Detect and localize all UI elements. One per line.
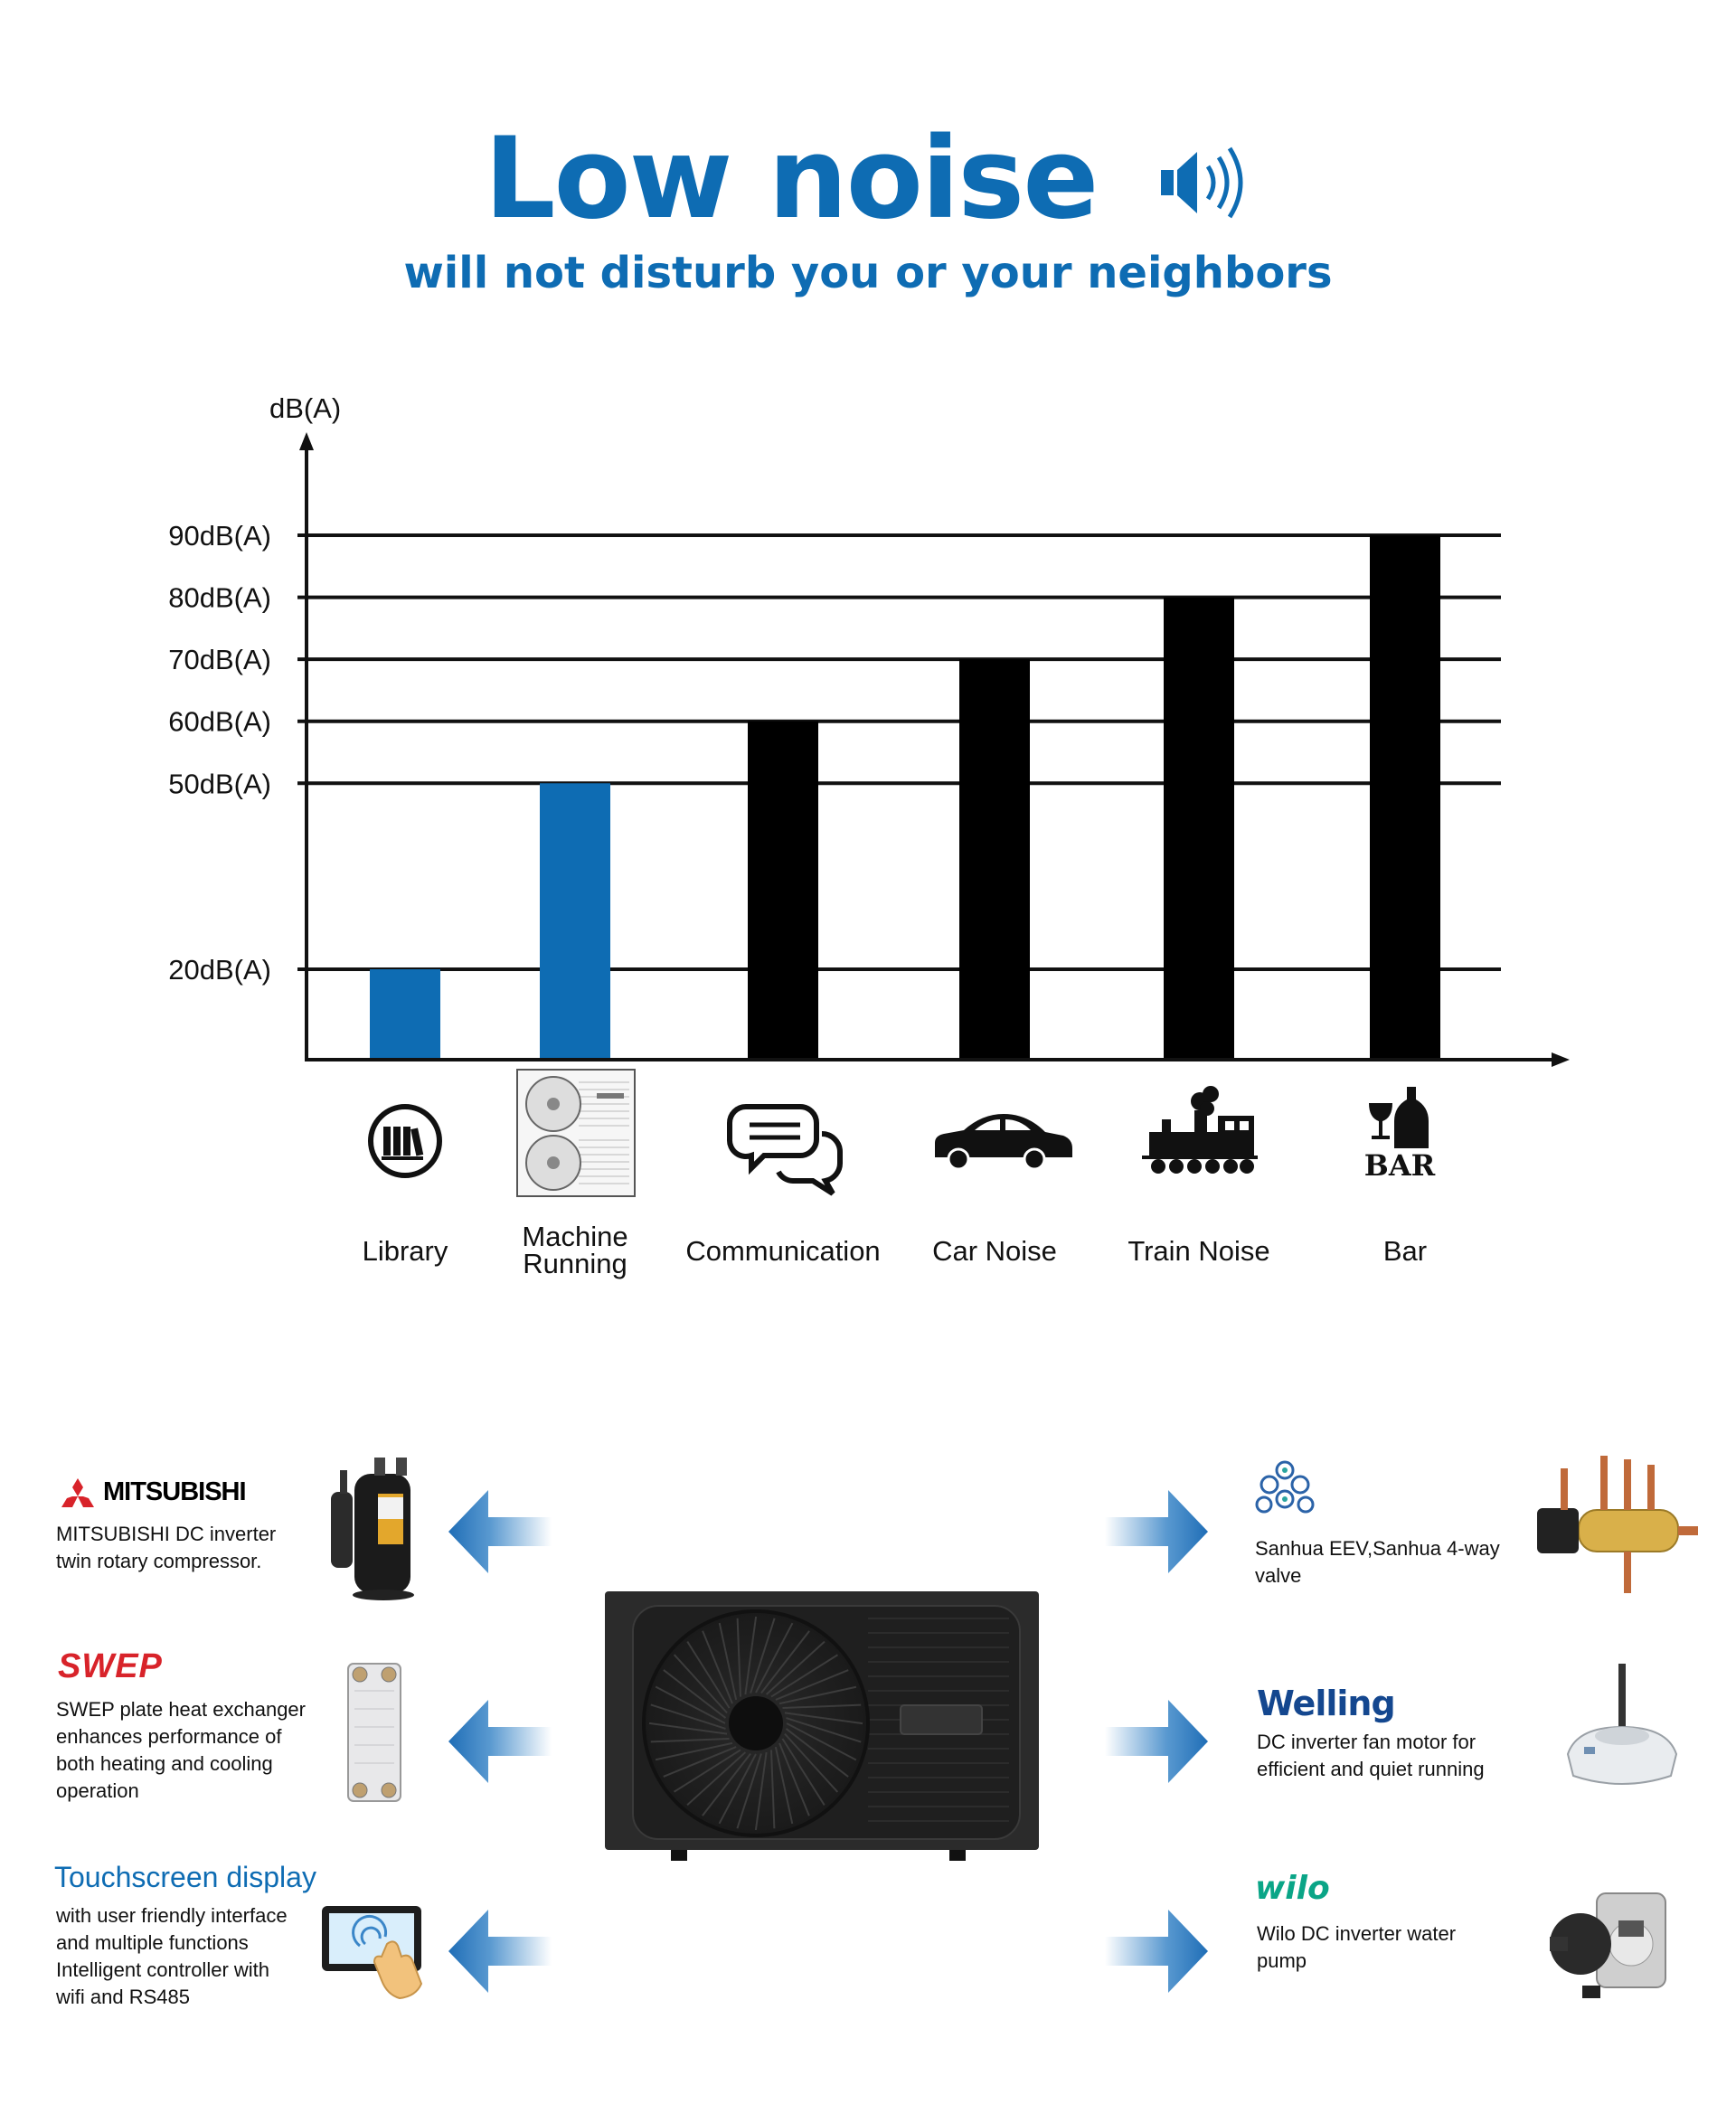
mitsubishi-brand-text: MITSUBISHI: [103, 1477, 246, 1506]
y-axis-title: dB(A): [269, 392, 342, 424]
desc-line: valve: [1255, 1564, 1302, 1587]
plate-heat-exchanger-icon: [348, 1664, 401, 1801]
category-label: Car Noise: [932, 1235, 1057, 1267]
category-label: Machine: [522, 1221, 628, 1252]
arrow-left-3: [448, 1910, 552, 1993]
arrow-left-2: [448, 1700, 552, 1783]
mitsubishi-logo-icon: [61, 1478, 94, 1507]
desc-line: both heating and cooling: [56, 1752, 273, 1775]
water-pump-icon: [1550, 1893, 1665, 1998]
arrow-right-1: [1105, 1490, 1208, 1573]
desc-line: Intelligent controller with: [56, 1958, 270, 1981]
sanhua-description: [1255, 1535, 1500, 1590]
y-tick-label: 50dB(A): [168, 768, 271, 800]
arrow-right-3: [1105, 1910, 1208, 1993]
desc-line: Sanhua EEV,Sanhua 4-way: [1255, 1537, 1500, 1560]
touchscreen-description: [56, 1902, 288, 2011]
y-tick-label: 20dB(A): [168, 954, 271, 986]
desc-line: SWEP plate heat exchanger: [56, 1698, 306, 1721]
swep-description: [56, 1696, 306, 1805]
desc-line: and multiple functions: [56, 1931, 249, 1954]
wilo-brand: wilo: [1255, 1870, 1330, 1907]
sanhua-logo-icon: [1255, 1459, 1315, 1515]
desc-line: efficient and quiet running: [1257, 1758, 1485, 1780]
desc-line: twin rotary compressor.: [56, 1550, 262, 1572]
desc-line: operation: [56, 1779, 139, 1802]
heat-pump-outdoor-unit-icon: [605, 1591, 1039, 1861]
swep-brand: SWEP: [58, 1647, 163, 1685]
desc-line: enhances performance of: [56, 1725, 282, 1748]
bar-icon-text: BAR: [1363, 1148, 1436, 1183]
y-tick-label: 90dB(A): [168, 520, 271, 552]
y-tick-label: 70dB(A): [168, 644, 271, 676]
category-label: Bar: [1382, 1235, 1428, 1267]
desc-line: MITSUBISHI DC inverter: [56, 1523, 277, 1545]
mitsubishi-brand: [61, 1477, 246, 1507]
arrow-right-2: [1105, 1700, 1208, 1783]
desc-line: DC inverter fan motor for: [1257, 1731, 1477, 1753]
wilo-description: [1257, 1920, 1456, 1975]
desc-line: Wilo DC inverter water: [1257, 1922, 1457, 1945]
mitsubishi-description: [56, 1521, 276, 1575]
compressor-icon: [331, 1458, 414, 1600]
title-text: Low noise: [484, 113, 1098, 244]
desc-line: wifi and RS485: [56, 1986, 190, 2008]
category-label: Library: [362, 1235, 448, 1267]
four-way-valve-icon: [1537, 1456, 1698, 1593]
category-label: Train Noise: [1127, 1235, 1270, 1267]
touchscreen-tablet-icon: [322, 1906, 421, 1998]
category-label: Running: [523, 1248, 627, 1279]
touchscreen-brand: Touchscreen display: [54, 1861, 316, 1893]
welling-brand: Welling: [1257, 1684, 1395, 1723]
y-tick-label: 80dB(A): [168, 581, 271, 614]
arrow-left-1: [448, 1490, 552, 1573]
y-tick-label: 60dB(A): [168, 705, 271, 738]
desc-line: with user friendly interface: [56, 1904, 288, 1927]
desc-line: pump: [1257, 1949, 1307, 1972]
category-label: Communication: [685, 1235, 881, 1267]
welling-description: [1257, 1729, 1485, 1783]
page-subtitle: will not disturb you or your neighbors: [403, 248, 1333, 298]
fan-motor-icon: [1568, 1664, 1676, 1784]
